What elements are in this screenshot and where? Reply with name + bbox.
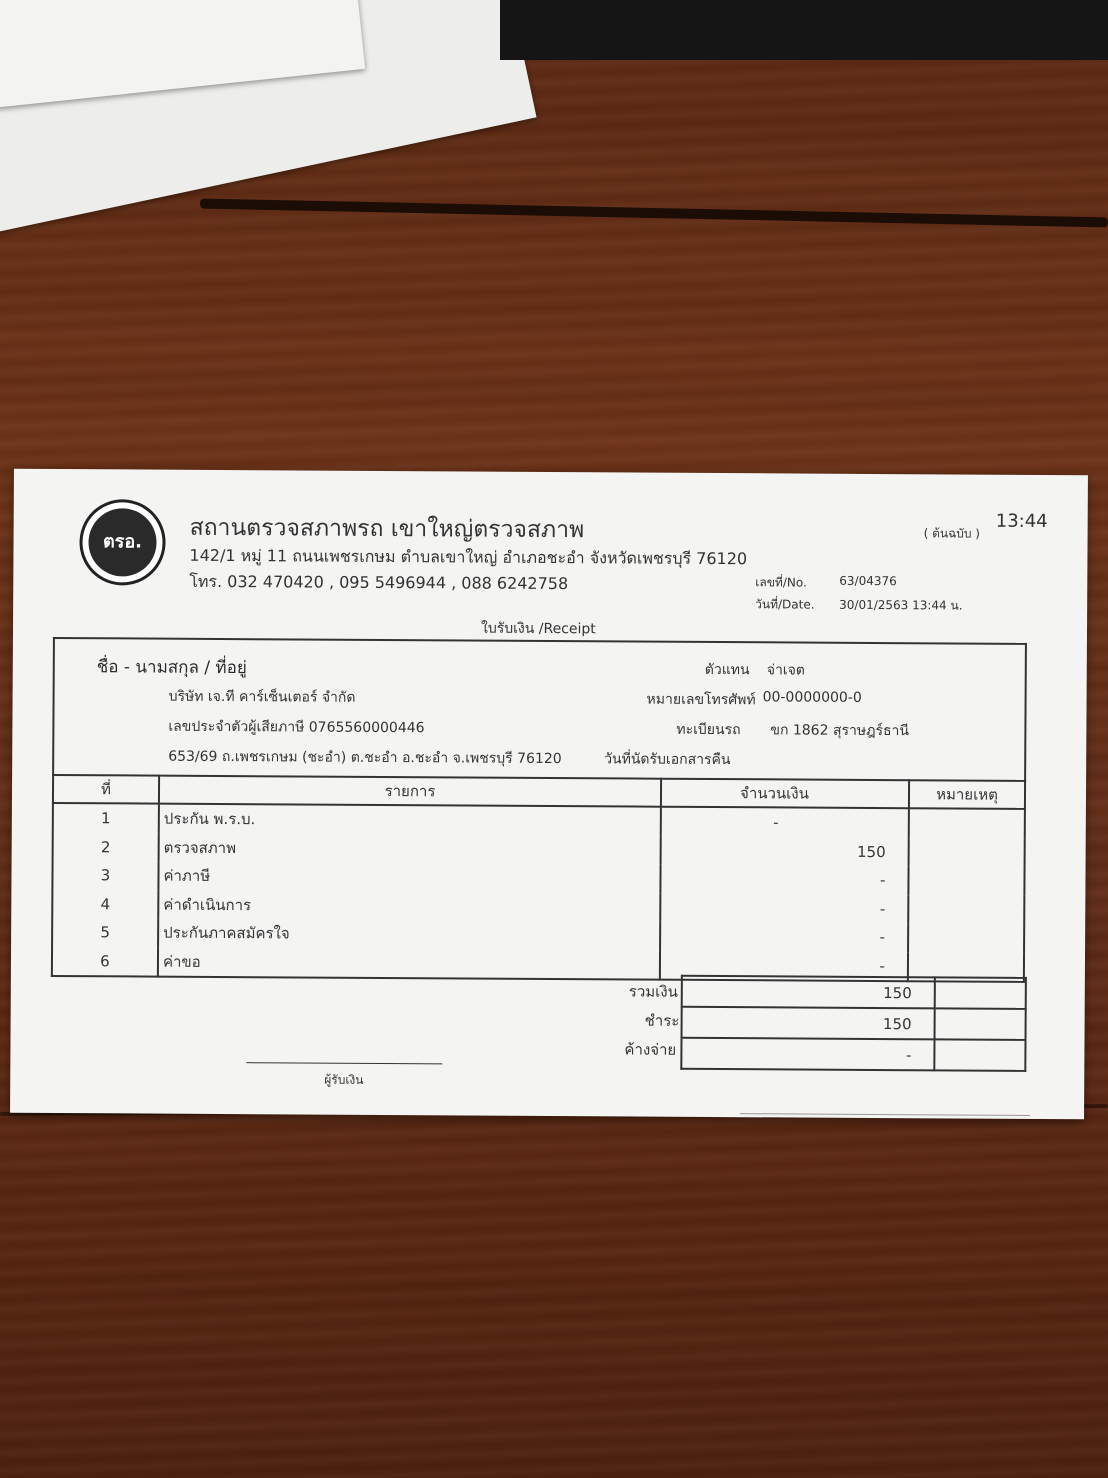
due-label: ค้างจ่าย	[624, 1040, 677, 1059]
paid-label: ชำระ	[644, 1011, 680, 1030]
clock-time: 13:44	[995, 510, 1048, 533]
row-note	[909, 808, 1025, 838]
row-amount: -	[661, 807, 909, 838]
paid-value: 150	[682, 1007, 935, 1040]
row-item: ตรวจสภาพ	[159, 833, 661, 865]
customer-company: บริษัท เจ.ที คาร์เซ็นเตอร์ จำกัด	[168, 688, 356, 706]
phone-label: หมายเลขโทรศัพท์	[646, 691, 756, 709]
station-name: สถานตรวจสภาพรถ เขาใหญ่ตรวจสภาพ	[189, 514, 585, 544]
station-address: 142/1 หมู่ 11 ถนนเพชรเกษม ตำบลเขาใหญ่ อำเภอชะอำ จังหวัดเพชรบุรี 76120	[189, 545, 748, 569]
col-note-header: หมายเหตุ	[909, 780, 1025, 809]
row-item: ประกัน พ.ร.บ.	[159, 804, 661, 837]
appointment-label: วันที่นัดรับเอกสารคืน	[604, 751, 731, 769]
row-note	[908, 923, 1024, 952]
total-value: 150	[682, 976, 935, 1009]
agent-label: ตัวแทน	[704, 661, 750, 679]
row-no: 2	[53, 832, 159, 861]
total-label: รวมเงิน	[628, 982, 678, 1001]
due-row	[681, 1038, 1025, 1071]
row-item: ประกันภาคสมัครใจ	[158, 919, 660, 951]
row-amount: -	[660, 950, 908, 981]
wood-crack	[200, 198, 1108, 227]
receipt-paper	[10, 469, 1088, 1120]
station-logo	[79, 499, 166, 586]
signature-label: ผู้รับเงิน	[324, 1072, 364, 1087]
row-item: ค่าขอ	[158, 947, 660, 980]
items-table	[51, 774, 1026, 983]
due-value: -	[681, 1038, 934, 1071]
row-item: ค่าภาษี	[158, 862, 660, 894]
row-no: 1	[53, 803, 159, 833]
customer-address: 653/69 ถ.เพชรเกษม (ชะอำ) ต.ชะอำ อ.ชะอำ จ.เพชรบุรี 76120	[168, 748, 562, 768]
row-no: 6	[52, 946, 158, 976]
receipt-date-value: 30/01/2563 13:44 น.	[839, 597, 963, 613]
phone-value: 00-0000000-0	[762, 689, 862, 706]
row-amount: -	[660, 922, 908, 952]
paper-bottom-line	[740, 1113, 1030, 1116]
station-phone: โทร. 032 470420 , 095 5496944 , 088 6242758	[189, 571, 569, 594]
row-amount: 150	[661, 836, 909, 866]
due-note	[934, 1039, 1025, 1071]
col-amount-header: จำนวนเงิน	[661, 779, 909, 809]
row-no: 5	[52, 918, 158, 947]
logo-text: ตรอ.	[102, 531, 143, 553]
paid-row	[682, 1007, 1026, 1040]
row-no: 3	[52, 861, 158, 890]
row-amount: -	[660, 893, 908, 923]
row-note	[908, 866, 1024, 895]
col-no-header: ที่	[53, 775, 159, 804]
receipt-no-label: เลขที่/No.	[755, 575, 807, 590]
copy-label: ( ต้นฉบับ )	[923, 526, 981, 541]
total-note	[935, 977, 1026, 1009]
row-item: ค่าดำเนินการ	[158, 890, 660, 922]
paid-note	[935, 1008, 1026, 1040]
receipt-no-value: 63/04376	[839, 573, 897, 589]
row-amount: -	[660, 865, 908, 895]
totals-table	[680, 975, 1027, 1072]
row-note	[909, 838, 1025, 867]
customer-heading: ชื่อ - นามสกุล / ที่อยู่	[96, 657, 247, 679]
plate-label: ทะเบียนรถ	[676, 721, 741, 739]
plate-value: ขก 1862 สุราษฎร์ธานี	[770, 722, 910, 740]
row-no: 4	[52, 889, 158, 918]
receipt-date-label: วันที่/Date.	[755, 597, 815, 612]
total-row	[682, 976, 1026, 1009]
dark-object	[500, 0, 1108, 60]
customer-tax-id: เลขประจำตัวผู้เสียภาษี 0765560000446	[168, 718, 425, 737]
agent-value: จ่าเจต	[766, 662, 805, 679]
signature-line	[246, 1062, 442, 1064]
document-title: ใบรับเงิน /Receipt	[480, 620, 596, 638]
row-note	[908, 895, 1024, 924]
col-item-header: รายการ	[159, 776, 661, 807]
